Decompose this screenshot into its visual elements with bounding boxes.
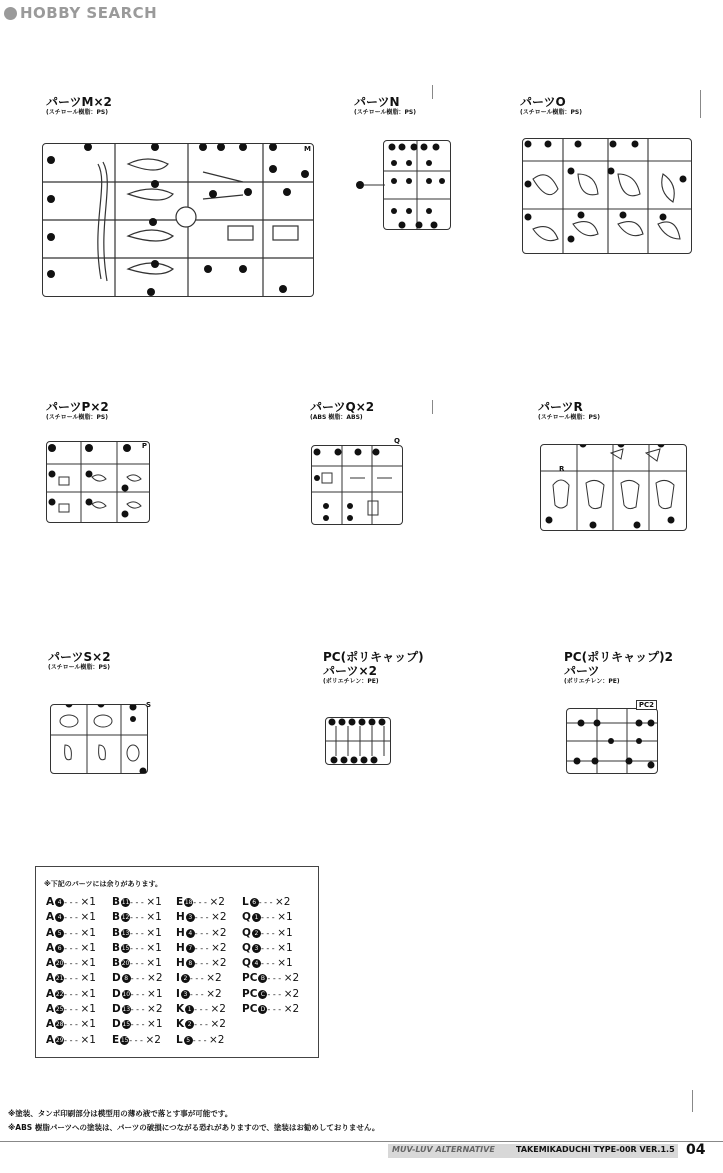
part-r-header bbox=[538, 400, 600, 422]
part-material: (スチロール樹脂：PS) bbox=[520, 109, 582, 116]
spare-leader: - - - bbox=[260, 943, 278, 953]
spare-quantity: ×2 bbox=[206, 972, 222, 985]
spare-sprue: A bbox=[46, 926, 55, 939]
spare-part-entry bbox=[112, 895, 163, 910]
spare-leader: - - - bbox=[194, 928, 212, 938]
spare-leader: - - - bbox=[194, 1020, 211, 1030]
sprue-letter: PC2 bbox=[636, 700, 657, 710]
spare-sprue: Q bbox=[242, 926, 251, 939]
sprue-q-drawing bbox=[312, 446, 402, 524]
spare-quantity: ×2 bbox=[283, 1003, 300, 1016]
spare-leader: - - - bbox=[267, 989, 284, 999]
spare-sprue: H bbox=[176, 911, 185, 924]
sprue-o-drawing bbox=[523, 139, 691, 253]
spare-quantity: ×2 bbox=[210, 1018, 226, 1031]
spare-part-number: 3 bbox=[252, 944, 261, 953]
spare-part-entry bbox=[112, 1017, 163, 1032]
spare-part-entry bbox=[46, 987, 96, 1002]
spare-part-entry bbox=[46, 926, 96, 941]
spare-sprue: H bbox=[176, 941, 185, 954]
spare-part-entry bbox=[176, 1002, 227, 1017]
spare-leader: - - - bbox=[129, 1035, 146, 1045]
spare-sprue: PC bbox=[242, 1003, 258, 1016]
spare-leader: - - - bbox=[258, 898, 275, 907]
sprue-s bbox=[50, 701, 151, 774]
spare-part-number: 2 bbox=[185, 1020, 194, 1029]
spare-leader: - - - bbox=[64, 1020, 81, 1030]
spare-leader: - - - bbox=[64, 928, 81, 938]
spare-part-number: 15 bbox=[121, 944, 130, 952]
part-pc-header bbox=[323, 650, 424, 686]
spare-leader: - - - bbox=[194, 913, 212, 923]
spare-part-number: 10 bbox=[122, 990, 131, 998]
spare-part-number: 7 bbox=[186, 944, 195, 953]
footer-rule bbox=[0, 1141, 723, 1142]
spare-sprue: H bbox=[176, 957, 185, 970]
spare-leader: - - - bbox=[194, 1005, 211, 1015]
spare-part-number: B bbox=[258, 974, 267, 983]
spare-quantity: ×1 bbox=[80, 1018, 96, 1031]
spare-sprue: L bbox=[176, 1033, 183, 1046]
spare-part-number: 4 bbox=[55, 898, 64, 907]
spare-part-entry bbox=[46, 941, 96, 956]
sprue-m bbox=[42, 143, 314, 297]
spare-part-number: 8 bbox=[186, 959, 195, 968]
spare-sprue: K bbox=[176, 1018, 185, 1031]
sprue-letter: P bbox=[141, 442, 147, 450]
spare-part-entry bbox=[46, 1017, 96, 1032]
spare-parts-heading: ※下記のパーツには余りがあります。 bbox=[44, 880, 162, 888]
spare-part-entry bbox=[112, 971, 163, 986]
spare-sprue: A bbox=[46, 1018, 55, 1031]
part-title: パーツS×2 bbox=[48, 650, 111, 664]
spare-part-number: 5 bbox=[184, 1036, 193, 1045]
spare-part-entry bbox=[112, 926, 163, 941]
spare-part-number: 15 bbox=[122, 1021, 131, 1029]
spare-part-number: 6 bbox=[250, 898, 259, 907]
sprue-n bbox=[383, 140, 451, 230]
sprue-n-runner-tab bbox=[355, 178, 385, 192]
spare-leader: - - - bbox=[130, 928, 147, 938]
part-s-header bbox=[48, 650, 111, 672]
spare-sprue: B bbox=[112, 941, 121, 954]
spare-quantity: ×2 bbox=[211, 957, 227, 970]
spare-quantity: ×1 bbox=[277, 911, 293, 924]
spare-sprue: I bbox=[176, 987, 180, 1000]
spare-quantity: ×1 bbox=[146, 911, 162, 924]
spare-quantity: ×1 bbox=[147, 1018, 163, 1031]
part-material: (スチロール樹脂：PS) bbox=[538, 414, 600, 421]
spare-sprue: Q bbox=[242, 957, 251, 970]
spare-part-number: 13 bbox=[121, 929, 130, 937]
spare-quantity: ×1 bbox=[80, 941, 96, 954]
spare-part-number: 3 bbox=[186, 913, 195, 922]
part-title-line2: パーツ×2 bbox=[323, 664, 377, 678]
spare-part-number: 1 bbox=[252, 913, 261, 922]
part-n-header bbox=[354, 95, 416, 117]
sprue-r-drawing bbox=[541, 445, 686, 530]
spare-part-entry bbox=[176, 910, 227, 925]
spare-part-number: 15 bbox=[120, 1036, 129, 1044]
spare-quantity: ×2 bbox=[209, 896, 225, 908]
sprue-n-drawing bbox=[384, 141, 450, 229]
part-material: (スチロール樹脂：PS) bbox=[354, 109, 416, 116]
page-number: 04 bbox=[686, 1142, 706, 1158]
spare-part-entry bbox=[176, 956, 227, 971]
spare-leader: - - - bbox=[64, 1035, 81, 1045]
spare-leader: - - - bbox=[189, 974, 207, 984]
sprue-p-drawing bbox=[47, 442, 149, 522]
part-m-header bbox=[46, 95, 112, 117]
spare-leader: - - - bbox=[64, 974, 81, 984]
spare-part-number: 4 bbox=[252, 959, 261, 968]
sprue-p bbox=[46, 441, 150, 523]
sprue-s-drawing bbox=[51, 705, 147, 773]
part-o-header bbox=[520, 95, 582, 117]
spare-sprue: A bbox=[46, 1033, 55, 1046]
spare-quantity: ×1 bbox=[146, 941, 162, 954]
spare-sprue: D bbox=[112, 1003, 121, 1016]
part-material: (ABS 樹脂：ABS) bbox=[310, 414, 363, 421]
spare-part-number: 29 bbox=[55, 1036, 64, 1044]
spare-sprue: Q bbox=[242, 911, 251, 924]
spare-part-number: 4 bbox=[55, 913, 64, 922]
spare-leader: - - - bbox=[194, 943, 212, 953]
spare-quantity: ×2 bbox=[209, 1033, 225, 1046]
spare-quantity: ×2 bbox=[283, 987, 300, 1000]
sprue-letter: S bbox=[145, 701, 151, 709]
spare-leader: - - - bbox=[130, 1020, 148, 1030]
part-title: パーツR bbox=[538, 400, 583, 414]
spare-sprue: B bbox=[112, 957, 121, 970]
spare-leader: - - - bbox=[267, 1005, 284, 1015]
spare-sprue: B bbox=[112, 926, 121, 939]
spare-part-entry bbox=[46, 971, 96, 986]
spare-leader: - - - bbox=[64, 943, 81, 953]
spare-leader: - - - bbox=[64, 989, 81, 999]
spare-part-entry bbox=[242, 1002, 299, 1017]
spare-quantity: ×1 bbox=[80, 1003, 96, 1016]
spare-quantity: ×1 bbox=[80, 972, 96, 985]
spare-part-number: 6 bbox=[55, 944, 64, 953]
sprue-m-drawing bbox=[43, 144, 313, 296]
part-material: (ポリエチレン：PE) bbox=[323, 678, 379, 685]
part-title: パーツO bbox=[520, 95, 566, 109]
part-title: パーツP×2 bbox=[46, 400, 109, 414]
spare-leader: - - - bbox=[64, 1005, 81, 1015]
spare-quantity: ×1 bbox=[146, 896, 162, 908]
spare-sprue: A bbox=[46, 896, 55, 908]
spare-column-3 bbox=[176, 895, 227, 1048]
spare-sprue: A bbox=[46, 957, 55, 970]
spare-part-entry bbox=[242, 895, 299, 910]
sprue-q bbox=[311, 437, 403, 525]
spare-quantity: ×2 bbox=[210, 1003, 226, 1016]
part-material: (スチロール樹脂：PS) bbox=[46, 109, 108, 116]
sprue-letter: M bbox=[304, 145, 311, 153]
spare-part-entry bbox=[242, 971, 299, 986]
sprue-pc bbox=[325, 717, 391, 765]
spare-quantity: ×2 bbox=[211, 926, 227, 939]
spare-sprue: B bbox=[112, 911, 121, 924]
spare-quantity: ×1 bbox=[80, 896, 96, 908]
spare-leader: - - - bbox=[130, 898, 147, 907]
spare-quantity: ×1 bbox=[147, 987, 163, 1000]
spare-column-4 bbox=[242, 895, 299, 1017]
spare-part-entry bbox=[242, 910, 299, 925]
spare-part-entry bbox=[176, 1017, 227, 1032]
spare-part-number: 8 bbox=[122, 974, 131, 983]
spare-sprue: E bbox=[112, 1033, 120, 1046]
sprue-pc-drawing bbox=[326, 718, 390, 764]
part-title: パーツQ×2 bbox=[310, 400, 375, 414]
spare-sprue: D bbox=[112, 972, 121, 985]
spare-part-number: 3 bbox=[181, 990, 190, 999]
spare-part-number: 1 bbox=[185, 1005, 194, 1014]
crop-mark bbox=[432, 85, 433, 99]
spare-quantity: ×2 bbox=[211, 941, 227, 954]
spare-part-entry bbox=[242, 987, 299, 1002]
sprue-pc2-drawing bbox=[567, 709, 657, 773]
spare-part-entry bbox=[112, 1002, 163, 1017]
spare-part-entry bbox=[176, 941, 227, 956]
spare-quantity: ×1 bbox=[80, 1033, 96, 1046]
part-p-header bbox=[46, 400, 109, 422]
spare-leader: - - - bbox=[267, 974, 284, 984]
spare-leader: - - - bbox=[130, 913, 147, 923]
spare-part-entry bbox=[242, 941, 299, 956]
part-title: パーツM×2 bbox=[46, 95, 112, 109]
spare-leader: - - - bbox=[260, 928, 278, 938]
spare-leader: - - - bbox=[64, 898, 81, 907]
spare-part-entry bbox=[176, 987, 227, 1002]
spare-part-number: 13 bbox=[122, 1006, 131, 1014]
sprue-pc2 bbox=[566, 701, 658, 774]
part-title: PC(ポリキャップ) bbox=[323, 650, 424, 664]
spare-part-entry bbox=[112, 910, 163, 925]
spare-leader: - - - bbox=[130, 1005, 148, 1015]
spare-part-entry bbox=[176, 895, 227, 910]
spare-quantity: ×1 bbox=[277, 926, 293, 939]
spare-sprue: A bbox=[46, 987, 55, 1000]
spare-sprue: D bbox=[112, 987, 121, 1000]
spare-part-number: 25 bbox=[55, 1006, 64, 1014]
spare-quantity: ×1 bbox=[80, 911, 96, 924]
spare-sprue: H bbox=[176, 926, 185, 939]
spare-quantity: ×1 bbox=[80, 957, 96, 970]
part-material: (スチロール樹脂：PS) bbox=[48, 664, 110, 671]
spare-part-number: 11 bbox=[121, 899, 130, 906]
spare-column-2 bbox=[112, 895, 163, 1048]
spare-part-number: 21 bbox=[55, 975, 64, 983]
spare-leader: - - - bbox=[64, 913, 81, 923]
spare-part-number: 12 bbox=[121, 914, 130, 922]
spare-quantity: ×2 bbox=[147, 972, 163, 985]
spare-sprue: L bbox=[242, 896, 249, 908]
sprue-letter: R bbox=[559, 465, 565, 473]
spare-leader: - - - bbox=[64, 959, 81, 969]
spare-part-number: 22 bbox=[55, 990, 64, 998]
spare-part-entry bbox=[176, 971, 227, 986]
spare-sprue: A bbox=[46, 911, 55, 924]
spare-part-entry bbox=[46, 1033, 96, 1048]
spare-part-entry bbox=[46, 910, 96, 925]
spare-quantity: ×1 bbox=[146, 926, 162, 939]
footer-series: MUV-LUV ALTERNATIVE bbox=[392, 1145, 495, 1154]
spare-leader: - - - bbox=[260, 959, 278, 969]
spare-sprue: E bbox=[176, 896, 184, 908]
spare-column-1 bbox=[46, 895, 96, 1048]
spare-quantity: ×2 bbox=[211, 911, 227, 924]
part-title: PC(ポリキャップ)2 bbox=[564, 650, 673, 664]
spare-part-number: 2 bbox=[252, 929, 261, 938]
spare-leader: - - - bbox=[130, 989, 148, 999]
logo-icon bbox=[4, 7, 17, 20]
spare-leader: - - - bbox=[189, 989, 207, 999]
spare-leader: - - - bbox=[194, 959, 212, 969]
spare-sprue: B bbox=[112, 896, 121, 908]
spare-quantity: ×1 bbox=[277, 941, 293, 954]
crop-mark bbox=[700, 90, 701, 118]
footnote-1: ※塗装、タンポ印刷部分は模型用の薄め液で落とす事が可能です。 bbox=[8, 1109, 233, 1118]
spare-quantity: ×2 bbox=[145, 1033, 161, 1046]
spare-leader: - - - bbox=[260, 913, 278, 923]
spare-leader: - - - bbox=[130, 974, 148, 984]
spare-part-entry bbox=[242, 926, 299, 941]
part-q-header bbox=[310, 400, 374, 422]
spare-quantity: ×1 bbox=[277, 957, 293, 970]
spare-part-number: 2 bbox=[181, 974, 190, 983]
spare-sprue: PC bbox=[242, 972, 258, 985]
spare-part-entry bbox=[112, 1033, 163, 1048]
part-title-line2: パーツ bbox=[564, 664, 600, 678]
crop-mark bbox=[432, 400, 433, 414]
spare-leader: - - - bbox=[193, 898, 210, 907]
hobby-search-watermark: HOBBY SEARCH bbox=[4, 4, 157, 22]
spare-part-number: 20 bbox=[121, 960, 130, 968]
sprue-letter: Q bbox=[394, 437, 400, 445]
sprue-o bbox=[522, 138, 692, 254]
spare-quantity: ×2 bbox=[206, 987, 222, 1000]
part-material: (スチロール樹脂：PS) bbox=[46, 414, 108, 421]
footer-bar bbox=[388, 1144, 678, 1158]
spare-part-number: D bbox=[258, 1005, 267, 1014]
spare-part-number: C bbox=[258, 990, 267, 999]
spare-part-number: 4 bbox=[186, 929, 195, 938]
spare-leader: - - - bbox=[130, 943, 147, 953]
spare-sprue: A bbox=[46, 941, 55, 954]
part-material: (ポリエチレン：PE) bbox=[564, 678, 620, 685]
spare-part-number: 5 bbox=[55, 929, 64, 938]
spare-parts-box bbox=[35, 866, 319, 1058]
spare-part-entry bbox=[46, 1002, 96, 1017]
spare-part-entry bbox=[242, 956, 299, 971]
spare-part-entry bbox=[112, 941, 163, 956]
spare-sprue: A bbox=[46, 972, 55, 985]
spare-quantity: ×2 bbox=[283, 972, 300, 985]
spare-sprue: A bbox=[46, 1003, 55, 1016]
spare-quantity: ×1 bbox=[80, 926, 96, 939]
spare-part-number: 20 bbox=[55, 960, 64, 968]
spare-quantity: ×1 bbox=[146, 957, 162, 970]
spare-sprue: PC bbox=[242, 987, 258, 1000]
spare-part-number: 18 bbox=[184, 899, 193, 906]
part-pc2-header bbox=[564, 650, 673, 686]
spare-part-entry bbox=[112, 987, 163, 1002]
spare-part-number: 28 bbox=[55, 1021, 64, 1029]
spare-sprue: K bbox=[176, 1003, 185, 1016]
spare-quantity: ×2 bbox=[147, 1003, 163, 1016]
spare-sprue: I bbox=[176, 972, 180, 985]
spare-sprue: D bbox=[112, 1018, 121, 1031]
spare-leader: - - - bbox=[130, 959, 147, 969]
spare-leader: - - - bbox=[192, 1035, 209, 1045]
crop-mark bbox=[692, 1090, 693, 1112]
footnote-2: ※ABS 樹脂パーツへの塗装は、パーツの破損につながる恐れがありますので、塗装はお勧めしておりません。 bbox=[8, 1123, 380, 1132]
spare-sprue: Q bbox=[242, 941, 251, 954]
spare-part-entry bbox=[176, 926, 227, 941]
spare-part-entry bbox=[112, 956, 163, 971]
spare-quantity: ×2 bbox=[275, 896, 291, 908]
part-title: パーツN bbox=[354, 95, 400, 109]
sprue-r bbox=[540, 444, 687, 531]
spare-part-entry bbox=[176, 1033, 227, 1048]
footer-title: TAKEMIKADUCHI TYPE-00R VER.1.5 bbox=[516, 1145, 675, 1154]
spare-part-entry bbox=[46, 895, 96, 910]
spare-part-entry bbox=[46, 956, 96, 971]
spare-quantity: ×1 bbox=[80, 987, 96, 1000]
